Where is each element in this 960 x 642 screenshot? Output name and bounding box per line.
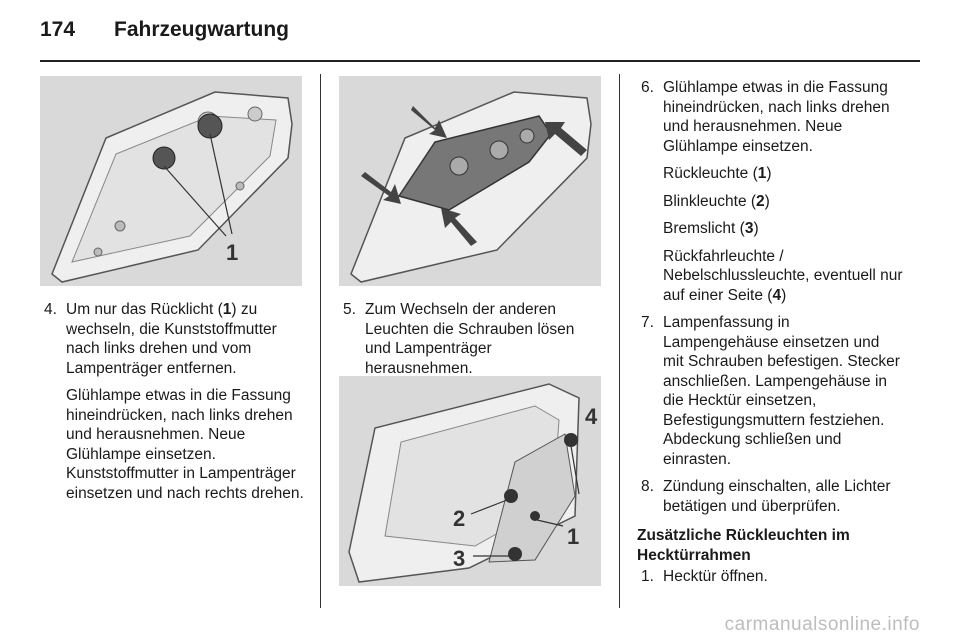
- bulb-1: [153, 147, 175, 169]
- step-number: 6.: [641, 79, 654, 96]
- callout-4: 4: [585, 404, 598, 429]
- step-4-instructions: Glühlampe etwas in die Fassung hineindrücken, nach links drehen und herausnehmen. Neue Glühlampe einsetzen. Kunststoffmutter in Lampenträger einsetzen und nach rechts drehen.: [66, 387, 304, 502]
- step-8: 8. Zündung einschalten, alle Lichter betätigen und überprüfen.: [641, 478, 891, 515]
- column-2-text: [339, 300, 601, 386]
- subheading: Zusätzliche Rückleuchten im Hecktürrahmen: [637, 527, 850, 564]
- reference-number: 1: [222, 301, 232, 318]
- step-number: 1.: [641, 568, 654, 585]
- lamp-item-4: Rückfahrleuchte / Nebelschlussleuchte, eventuell nur auf einer Seite (4): [663, 247, 903, 304]
- bulb-position-1: [530, 511, 540, 521]
- lamp-positions-illustration: [339, 376, 601, 586]
- step-6: 6. Glühlampe etwas in die Fassung hineindrücken, nach links drehen und herausnehmen. Neue Glühlampe einsetzen.: [641, 79, 890, 155]
- page-title: Fahrzeugwartung: [114, 18, 290, 41]
- lamp-item-1: Rückleuchte (1): [663, 165, 772, 182]
- step-number: 8.: [641, 478, 654, 495]
- step-number: 5.: [343, 301, 356, 318]
- tail-lamp-illustration: [40, 76, 302, 286]
- header-divider: [40, 60, 920, 62]
- page-header: [40, 18, 920, 58]
- step-number: 4.: [44, 301, 57, 318]
- figure-rear-light-2: [339, 76, 601, 286]
- bulb-position-3: [508, 547, 522, 561]
- step-5: 5. Zum Wechseln der anderen Leuchten die Schrauben lösen und Lampenträger herausnehmen.: [343, 301, 575, 377]
- column-divider-2: [619, 74, 620, 608]
- column-3-text: [637, 78, 903, 595]
- column-divider-1: [320, 74, 321, 608]
- step-number: 7.: [641, 314, 654, 331]
- lamp-item-3: Bremslicht (3): [663, 220, 759, 237]
- column-1-text: [40, 300, 306, 511]
- figure-rear-light-3: [339, 376, 601, 586]
- step-7: 7. Lampenfassung in Lampengehäuse einsetzen und mit Schrauben befestigen. Stecker anschließen. Lampengehäuse in die Hecktür einsetzen, Befestigungsmuttern festziehen. Abdeckung schließen und einrasten.: [641, 314, 900, 468]
- callout-1: 1: [226, 240, 239, 265]
- step-1: 1. Hecktür öffnen.: [641, 568, 768, 585]
- lamp-holder-illustration: [339, 76, 601, 286]
- callout-1: 1: [567, 524, 580, 549]
- callout-3: 3: [453, 546, 466, 571]
- figure-rear-light-1: [40, 76, 302, 286]
- lamp-item-2: Blinkleuchte (2): [663, 192, 770, 210]
- bulb-position-4: [564, 433, 578, 447]
- callout-2: 2: [453, 506, 466, 531]
- page-number: 174: [40, 18, 76, 41]
- step-4: 4. Um nur das Rücklicht (1) zu wechseln, die Kunststoffmutter nach links drehen und vom Lampenträger entfernen.: [44, 301, 277, 377]
- watermark: carmanualsonline.info: [724, 614, 920, 635]
